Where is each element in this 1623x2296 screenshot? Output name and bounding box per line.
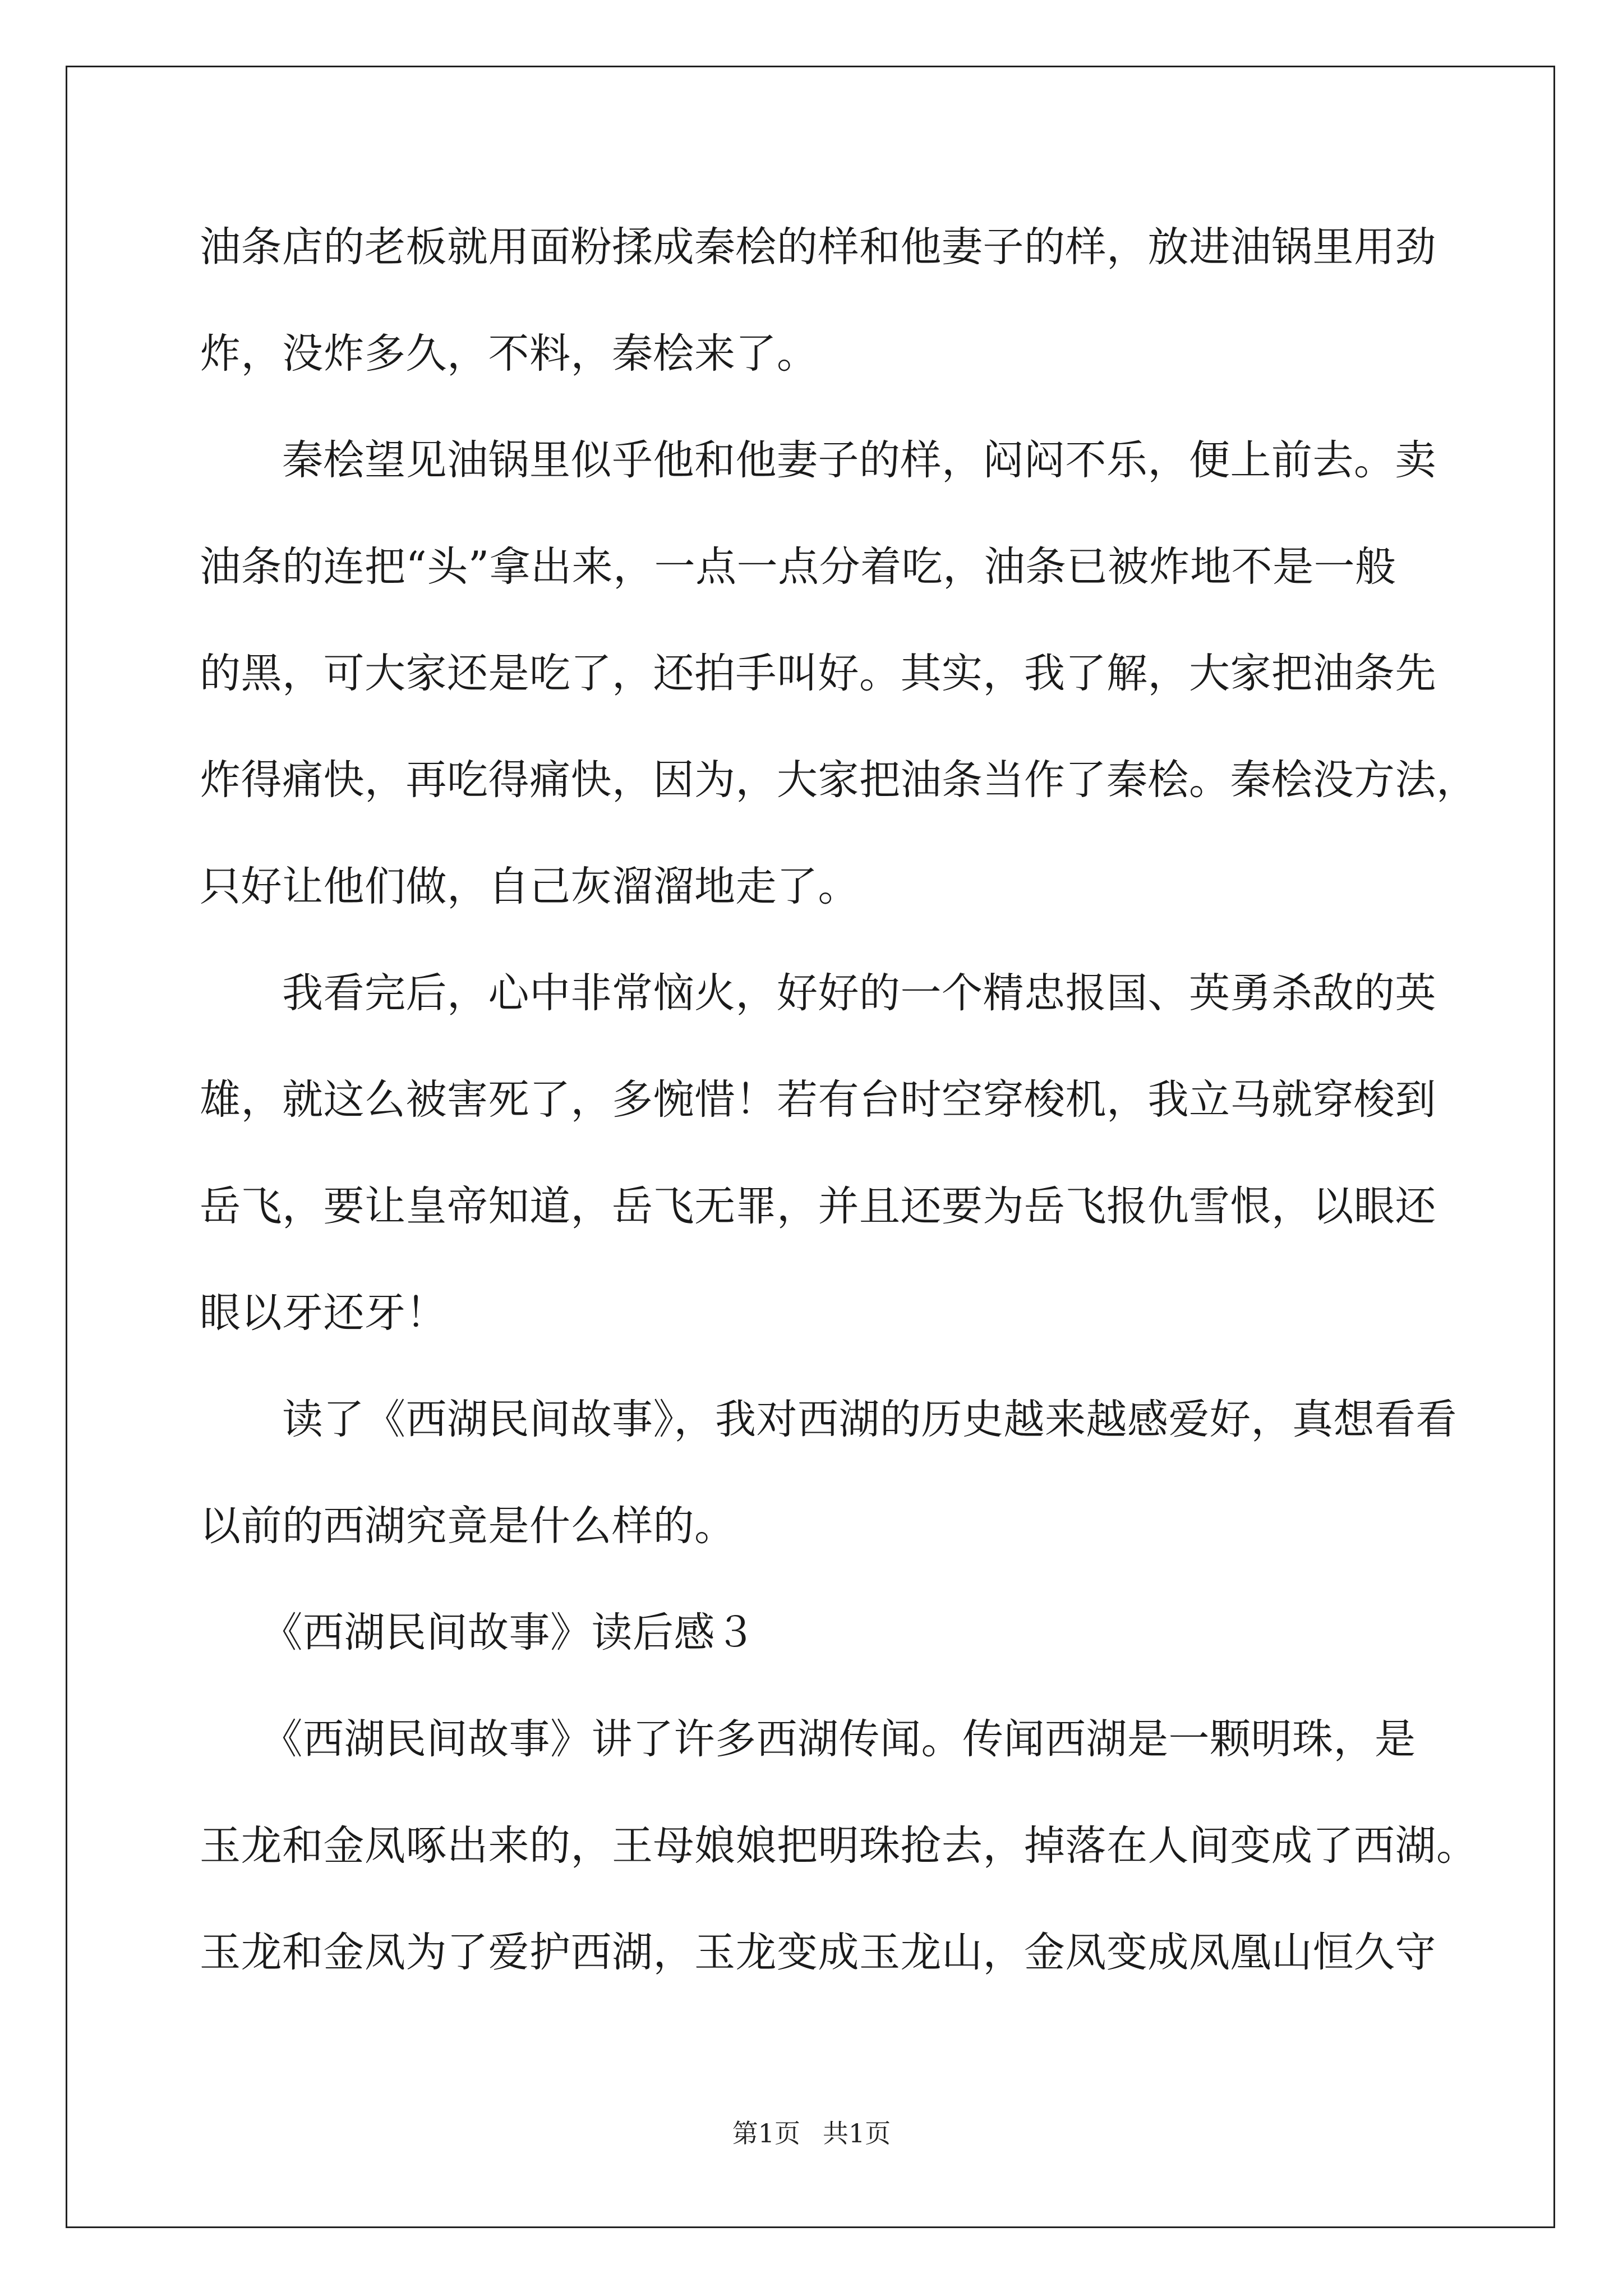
page-total: 共1页 <box>823 2118 891 2148</box>
text-line: 玉龙和金凤啄出来的，王母娘娘把明珠抢去，掉落在人间变成了西湖。 <box>200 1822 1478 1870</box>
section-heading: 《西湖民间故事》读后感３ <box>200 1609 757 1657</box>
page-number: 第1页 <box>732 2118 800 2148</box>
text-line: 雄，就这么被害死了，多惋惜！若有台时空穿梭机，我立马就穿梭到 <box>200 1076 1436 1124</box>
text-line: 秦桧望见油锅里似乎他和他妻子的样，闷闷不乐，便上前去。卖 <box>200 436 1436 484</box>
text-line: 油条店的老板就用面粉揉成秦桧的样和他妻子的样，放进油锅里用劲 <box>200 223 1436 271</box>
text-line: 炸，没炸多久，不料，秦桧来了。 <box>200 330 818 378</box>
text-line: 岳飞，要让皇帝知道，岳飞无罪，并且还要为岳飞报仇雪恨，以眼还 <box>200 1182 1436 1230</box>
text-line: 《西湖民间故事》讲了许多西湖传闻。传闻西湖是一颗明珠，是 <box>200 1715 1416 1763</box>
text-line: 炸得痛快，再吃得痛快，因为，大家把油条当作了秦桧。秦桧没方法， <box>200 756 1478 804</box>
text-line: 油条的连把“头”拿出来，一点一点分着吃，油条已被炸地不是一般 <box>200 543 1396 591</box>
text-line: 眼以牙还牙！ <box>200 1289 447 1337</box>
page-border <box>66 66 1555 2228</box>
text-line: 读了《西湖民间故事》，我对西湖的历史越来越感爱好，真想看看 <box>200 1396 1457 1443</box>
page-footer <box>0 2116 1623 2150</box>
text-line: 我看完后，心中非常恼火，好好的一个精忠报国、英勇杀敌的英 <box>200 969 1436 1017</box>
text-line: 以前的西湖究竟是什么样的。 <box>200 1502 736 1550</box>
text-line: 只好让他们做，自己灰溜溜地走了。 <box>200 863 859 910</box>
text-line: 的黑，可大家还是吃了，还拍手叫好。其实，我了解，大家把油条先 <box>200 650 1436 697</box>
text-line: 玉龙和金凤为了爱护西湖，玉龙变成玉龙山，金凤变成凤凰山恒久守 <box>200 1929 1436 1976</box>
